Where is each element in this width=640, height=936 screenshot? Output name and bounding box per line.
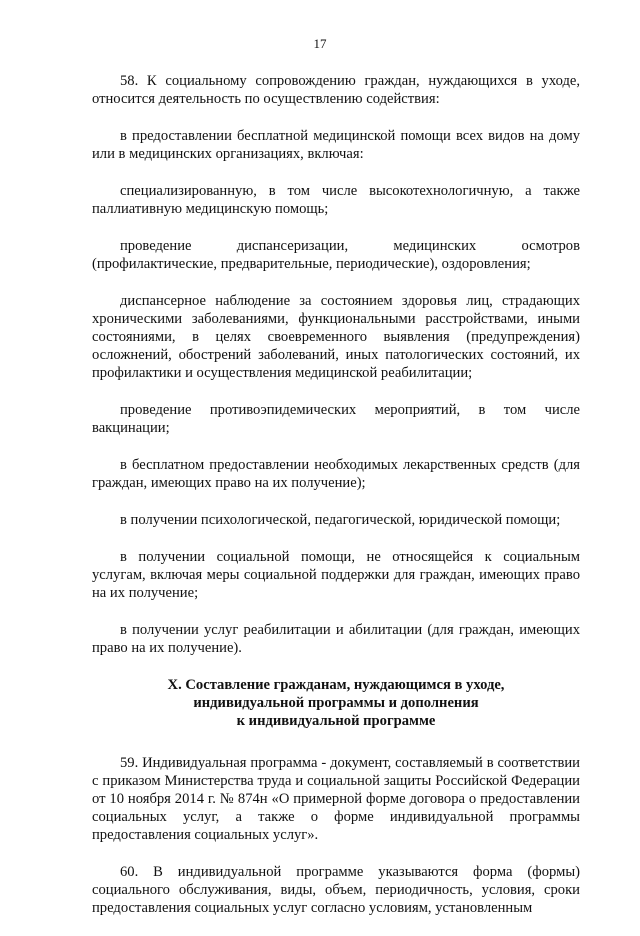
paragraph-59: 59. Индивидуальная программа - документ, составляемый в соответствии с приказом Министерства труда и социальной защиты Российской Федерации от 10 ноября 2014 г. № 874н «О примерной форме договора о предоставлении социальных услуг, а также о форме индивидуальной программы предоставления социальных услуг». — [92, 755, 580, 843]
paragraph-rehabilitation: в получении услуг реабилитации и абилитации (для граждан, имеющих право на их получение). — [92, 622, 580, 656]
section-heading-line-3: к индивидуальной программе — [236, 713, 436, 729]
paragraph-specialized-help: специализированную, в том числе высокотехнологичную, а также паллиативную медицинскую помощь; — [92, 183, 580, 217]
paragraph-social-help: в получении социальной помощи, не относящейся к социальным услугам, включая меры социальной поддержки для граждан, имеющих право на их получение; — [92, 549, 580, 601]
section-heading-line-1: X. Составление гражданам, нуждающимся в уходе, — [167, 677, 505, 693]
paragraph-dispensary-observation: диспансерное наблюдение за состоянием здоровья лиц, страдающих хроническими заболеваниями, функциональными расстройствами, иными состояниями, в целях своевременного выявления (предупреждения) осложнений, обострений заболеваний, иных патологических состояний, их профилактики и осуществления медицинской реабилитации; — [92, 293, 580, 381]
paragraph-dispensarization: проведение диспансеризации, медицинских осмотров (профилактические, предварительные, периодические), оздоровления; — [92, 238, 580, 272]
paragraph-medical-help: в предоставлении бесплатной медицинской помощи всех видов на дому или в медицинских организациях, включая: — [92, 128, 580, 162]
section-heading-line-2: индивидуальной программы и дополнения — [193, 695, 479, 711]
section-heading — [92, 676, 580, 730]
document-body — [92, 72, 580, 936]
paragraph-58: 58. К социальному сопровождению граждан, нуждающихся в уходе, относится деятельность по осуществлению содействия: — [92, 73, 580, 107]
paragraph-antiepidemic: проведение противоэпидемических мероприятий, в том числе вакцинации; — [92, 402, 580, 436]
paragraph-psychological-help: в получении психологической, педагогической, юридической помощи; — [120, 512, 561, 528]
paragraph-60: 60. В индивидуальной программе указываются форма (формы) социального обслуживания, виды, объем, периодичность, условия, сроки предоставления социальных услуг согласно условиям, установленным — [92, 864, 580, 916]
paragraph-medicines: в бесплатном предоставлении необходимых лекарственных средств (для граждан, имеющих право на их получение); — [92, 457, 580, 491]
page-number: 17 — [313, 36, 327, 51]
